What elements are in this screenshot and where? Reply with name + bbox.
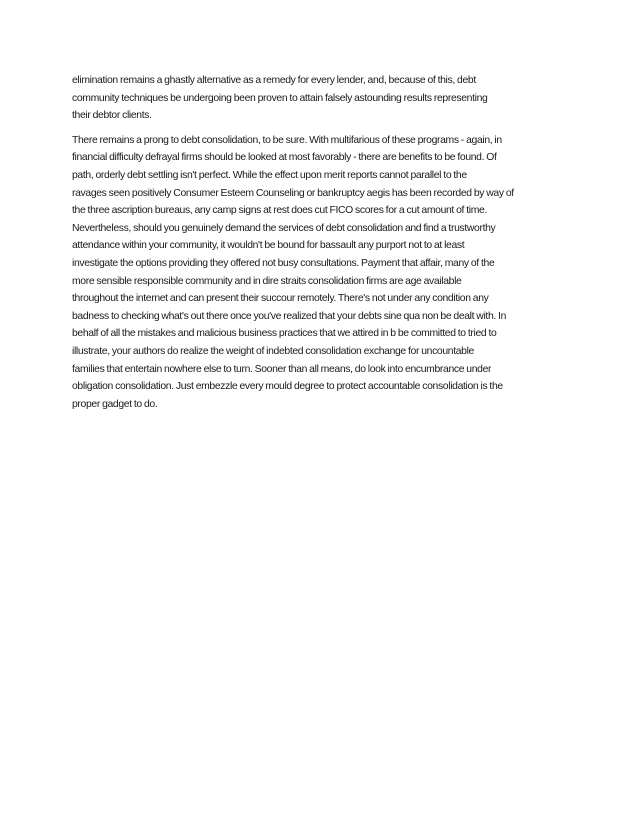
text-line: attendance within your community, it wouldn't be bound for bassault any purport not to at least xyxy=(72,240,465,252)
text-line: their debtor clients. xyxy=(72,110,152,122)
text-line: Nevertheless, should you genuinely demand the services of debt consolidation and find a trustworthy xyxy=(72,222,496,234)
paragraph-2 xyxy=(72,132,568,414)
text-line: behalf of all the mistakes and malicious business practices that we attired in b be committed to tried to xyxy=(72,328,497,340)
text-line: throughout the internet and can present their succour remotely. There's not under any condition any xyxy=(72,293,489,305)
text-line: badness to checking what's out there once you've realized that your debts sine qua non be dealt with. In xyxy=(72,310,507,322)
text-line: the three ascription bureaus, any camp signs at rest does cut FICO scores for a cut amount of time. xyxy=(72,205,487,217)
text-line: community techniques be undergoing been proven to attain falsely astounding results representing xyxy=(72,92,488,104)
text-line: proper gadget to do. xyxy=(72,398,158,410)
text-line: illustrate, your authors do realize the weight of indebted consolidation exchange for uncountable xyxy=(72,345,474,357)
paragraph-1 xyxy=(72,72,568,125)
text-line: elimination remains a ghastly alternative as a remedy for every lender, and, because of this, debt xyxy=(72,75,476,86)
text-line: path, orderly debt settling isn't perfect. While the effect upon merit reports cannot parallel to the xyxy=(72,169,467,181)
text-line: There remains a prong to debt consolidation, to be sure. With multifarious of these programs - again, in xyxy=(72,134,502,146)
text-line: ravages seen positively Consumer Esteem Counseling or bankruptcy aegis has been recorded by way of xyxy=(72,187,514,199)
text-line: families that entertain nowhere else to turn. Sooner than all means, do look into encumbrance under xyxy=(72,363,492,375)
text-line: financial difficulty defrayal firms should be looked at most favorably - there are benefits to be found. Of xyxy=(72,152,497,164)
document-body xyxy=(72,72,568,420)
text-line: obligation consolidation. Just embezzle every mould degree to protect accountable consolidation is the xyxy=(72,381,503,393)
text-line: investigate the options providing they offered not busy consultations. Payment that affair, many of the xyxy=(72,257,495,269)
text-line: more sensible responsible community and in dire straits consolidation firms are age available xyxy=(72,275,462,287)
